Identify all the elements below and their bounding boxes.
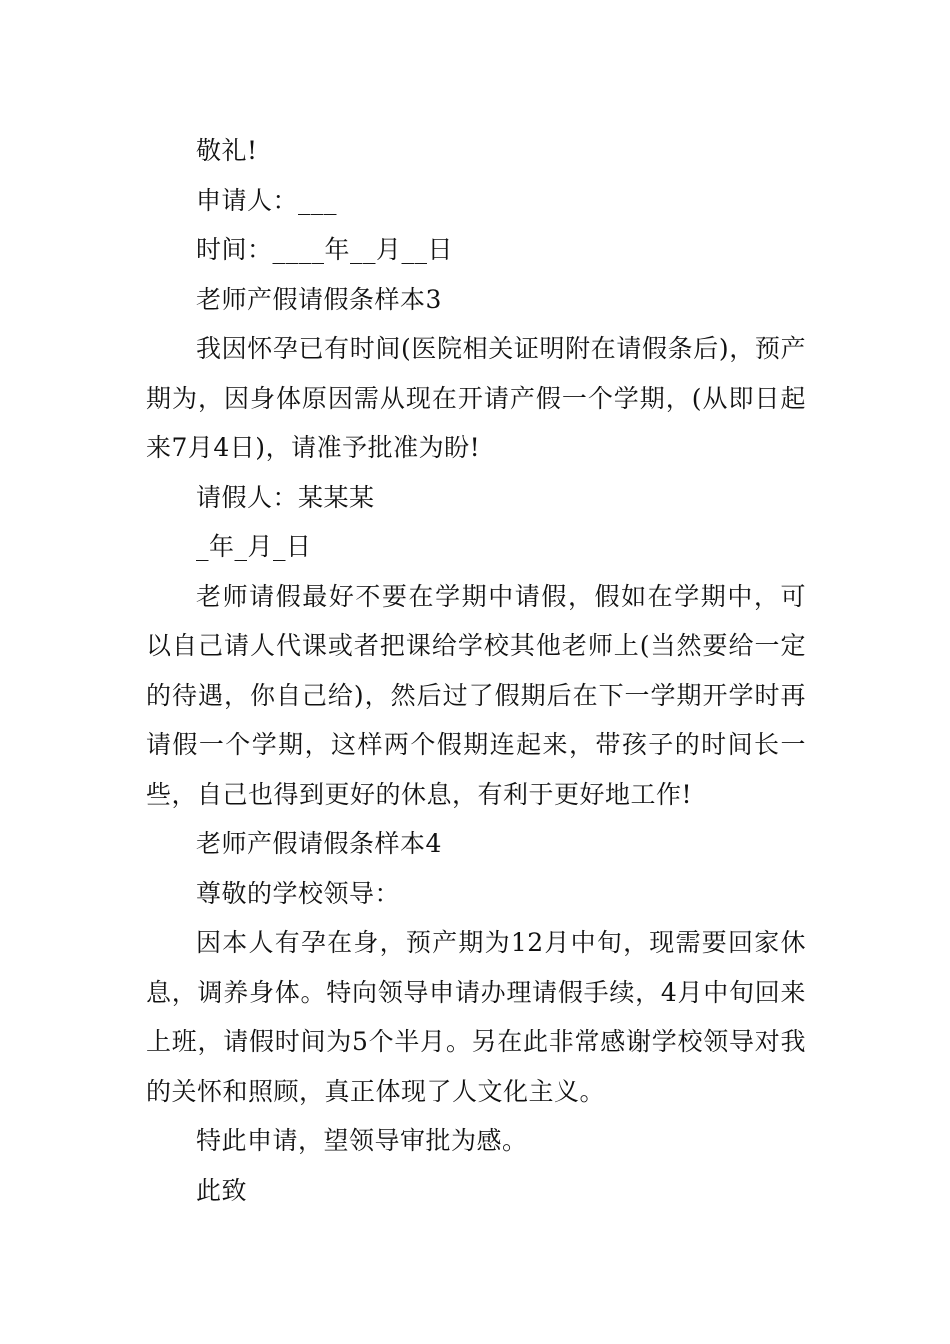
document-body <box>146 126 806 1215</box>
leave-applicant-line: 请假人：某某某 <box>196 482 375 512</box>
ci-zhi: 此致 <box>196 1175 248 1205</box>
sample-4-body: 因本人有孕在身，预产期为12月中旬，现需要回家休息，调养身体。特向领导申请办理请假手续，4月中旬回来上班，请假时间为5个半月。另在此非常感谢学校领导对我的关怀和照顾，真正体现了人文化主义。 <box>146 928 806 1106</box>
sample-3-heading: 老师产假请假条样本3 <box>196 284 442 314</box>
applicant-line: 申请人：___ <box>196 185 338 215</box>
advice-paragraph: 老师请假最好不要在学期中请假，假如在学期中，可以自己请人代课或者把课给学校其他老师上(当然要给一定的待遇，你自己给)，然后过了假期后在下一学期开学时再请假一个学期，这样两个假期连起来，带孩子的时间长一些，自己也得到更好的休息，有利于更好地工作! <box>146 581 806 809</box>
closing-salute: 敬礼! <box>196 136 258 165</box>
sample-3-body: 我因怀孕已有时间(医院相关证明附在请假条后)，预产期为，因身体原因需从现在开请产假一个学期，(从即日起来7月4日)，请准予批准为盼! <box>146 334 806 462</box>
sample-4-heading: 老师产假请假条样本4 <box>196 829 442 858</box>
salutation: 尊敬的学校领导： <box>196 878 401 908</box>
sample-3-date-line: _年_月_日 <box>196 532 312 561</box>
request-closing: 特此申请，望领导审批为感。 <box>196 1126 528 1155</box>
date-line: 时间：____年__月__日 <box>196 235 454 264</box>
